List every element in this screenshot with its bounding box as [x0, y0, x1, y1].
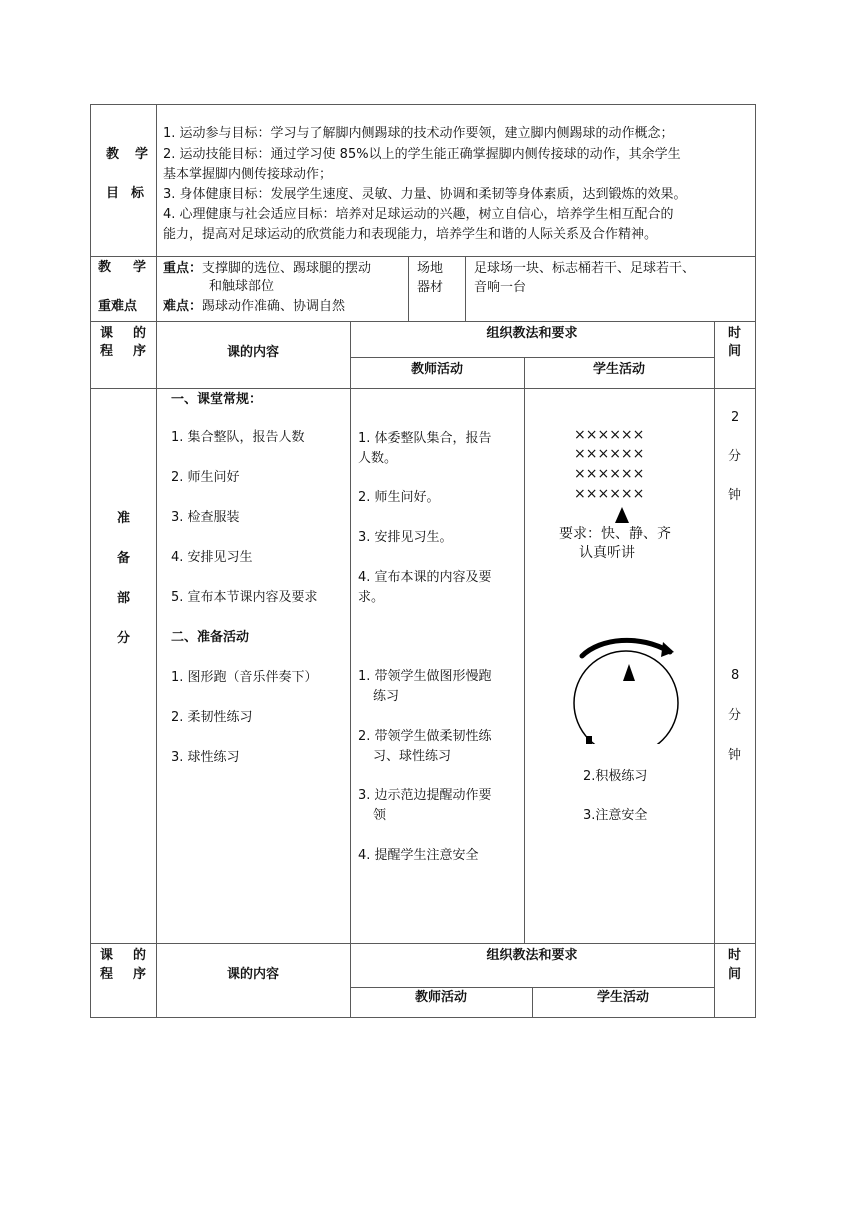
- teacher-activity: 2. 师生问好。: [358, 490, 440, 505]
- running-circle-diagram: [560, 632, 680, 744]
- warmup-item: 1. 图形跑（音乐伴奏下）: [171, 670, 318, 685]
- warmup-item: 2. 柔韧性练习: [171, 710, 253, 725]
- teacher-header: 教师活动: [414, 990, 467, 1005]
- section-label: 准: [117, 511, 131, 526]
- venue-equipment: 足球场一块、标志桶若干、足球若干、: [474, 261, 696, 276]
- routine-title: 一、课堂常规：: [171, 392, 263, 407]
- time-header-2: 间: [728, 967, 742, 982]
- section-label: 部: [117, 591, 131, 606]
- time-unit: 分: [728, 449, 742, 464]
- teacher-header: 教师活动: [410, 362, 463, 377]
- routine-item: 5. 宣布本节课内容及要求: [171, 590, 318, 605]
- procedure-label-line1: 课 的: [100, 326, 146, 341]
- objectives-label-line2: 目 标: [106, 186, 144, 201]
- time-value: 8: [731, 668, 740, 683]
- content-header: 课的内容: [226, 345, 279, 360]
- objective-item: 基本掌握脚内侧传接球动作；: [163, 167, 333, 182]
- time-header-2: 间: [728, 344, 742, 359]
- routine-item: 2. 师生问好: [171, 470, 240, 485]
- warmup-title: 二、准备活动: [171, 630, 250, 645]
- teacher-activity: 3. 安排见习生。: [358, 530, 453, 545]
- time-header-1: 时: [728, 326, 742, 341]
- org-header: 组织教法和要求: [486, 326, 578, 341]
- procedure-label-line2: 程 序: [100, 344, 146, 359]
- teacher-position-icon: [614, 506, 630, 524]
- time-unit: 钟: [728, 488, 742, 503]
- difficult-point: 难点：踢球动作准确、协调自然: [163, 299, 346, 314]
- circle-track: [574, 651, 678, 744]
- student-header: 学生活动: [592, 362, 645, 377]
- teacher-activity: 练习: [373, 689, 400, 704]
- teacher-activity: 2. 带领学生做柔韧性练: [358, 729, 492, 744]
- formation-row: ××××××: [574, 466, 645, 482]
- rule: [90, 1017, 756, 1018]
- section-label: 备: [117, 551, 131, 566]
- rule: [465, 256, 466, 321]
- procedure-label-line1: 课 的: [100, 948, 146, 963]
- venue-label-1: 场地: [417, 261, 444, 276]
- student-header: 学生活动: [596, 990, 649, 1005]
- rule: [90, 256, 756, 257]
- rule: [90, 321, 756, 322]
- objectives-label-line1: 教 学: [106, 147, 148, 162]
- keypoints-label-line2: 重难点: [98, 299, 138, 314]
- objective-item: 4. 心理健康与社会适应目标：培养对足球运动的兴趣，树立自信心，培养学生相互配合的: [163, 207, 674, 222]
- rule: [90, 388, 756, 389]
- requirement-cont: 认真听讲: [579, 545, 635, 561]
- rule: [524, 357, 525, 943]
- time-value: 2: [731, 410, 740, 425]
- section-label: 分: [117, 631, 131, 646]
- routine-item: 4. 安排见习生: [171, 550, 253, 565]
- teacher-activity: 3. 边示范边提醒动作要: [358, 788, 492, 803]
- rule: [408, 256, 409, 321]
- objective-item: 3. 身体健康目标：发展学生速度、灵敏、力量、协调和柔韧等身体素质，达到锻炼的效果。: [163, 187, 687, 202]
- keypoints-label-line1: 教 学: [98, 260, 146, 275]
- student-note: 2.积极练习: [583, 769, 648, 784]
- requirement: 要求：快、静、齐: [559, 526, 671, 542]
- warmup-item: 3. 球性练习: [171, 750, 240, 765]
- rule: [350, 357, 714, 358]
- rule: [156, 104, 157, 1017]
- key-point: 重点：支撑脚的选位、踢球腿的摆动: [163, 261, 372, 276]
- rule: [714, 321, 715, 1017]
- objective-item: 2. 运动技能目标：通过学习使 85%以上的学生能正确掌握脚内侧传接球的动作，其余学生: [163, 147, 681, 162]
- teacher-activity: 1. 带领学生做图形慢跑: [358, 669, 492, 684]
- rule: [90, 104, 91, 1017]
- content-header: 课的内容: [226, 967, 279, 982]
- objective-item: 能力，提高对足球运动的欣赏能力和表现能力，培养学生和谐的人际关系及合作精神。: [163, 227, 658, 242]
- formation-row: ××××××: [574, 427, 645, 443]
- teacher-activity: 4. 提醒学生注意安全: [358, 848, 479, 863]
- teacher-activity: 求。: [358, 590, 385, 605]
- time-unit: 钟: [728, 748, 742, 763]
- routine-item: 3. 检查服装: [171, 510, 240, 525]
- venue-equipment-cont: 音响一台: [474, 280, 527, 295]
- time-header-1: 时: [728, 948, 742, 963]
- rule: [350, 321, 351, 1017]
- rule: [90, 943, 756, 944]
- rule: [90, 104, 756, 105]
- venue-label-2: 器材: [417, 280, 444, 295]
- teacher-activity: 习、球性练习: [373, 749, 452, 764]
- procedure-label-line2: 程 序: [100, 967, 146, 982]
- teacher-activity: 领: [373, 808, 387, 823]
- rule: [755, 104, 756, 1017]
- formation-row: ××××××: [574, 446, 645, 462]
- teacher-activity: 人数。: [358, 451, 398, 466]
- key-point-cont: 和触球部位: [209, 279, 275, 294]
- routine-item: 1. 集合整队，报告人数: [171, 430, 305, 445]
- teacher-activity: 4. 宣布本课的内容及要: [358, 570, 492, 585]
- objective-item: 1. 运动参与目标：学习与了解脚内侧踢球的技术动作要领，建立脚内侧踢球的动作概念；: [163, 126, 674, 141]
- teacher-activity: 1. 体委整队集合，报告: [358, 431, 492, 446]
- time-unit: 分: [728, 708, 742, 723]
- formation-row: ××××××: [574, 486, 645, 502]
- org-header: 组织教法和要求: [486, 948, 578, 963]
- student-note: 3.注意安全: [583, 808, 648, 823]
